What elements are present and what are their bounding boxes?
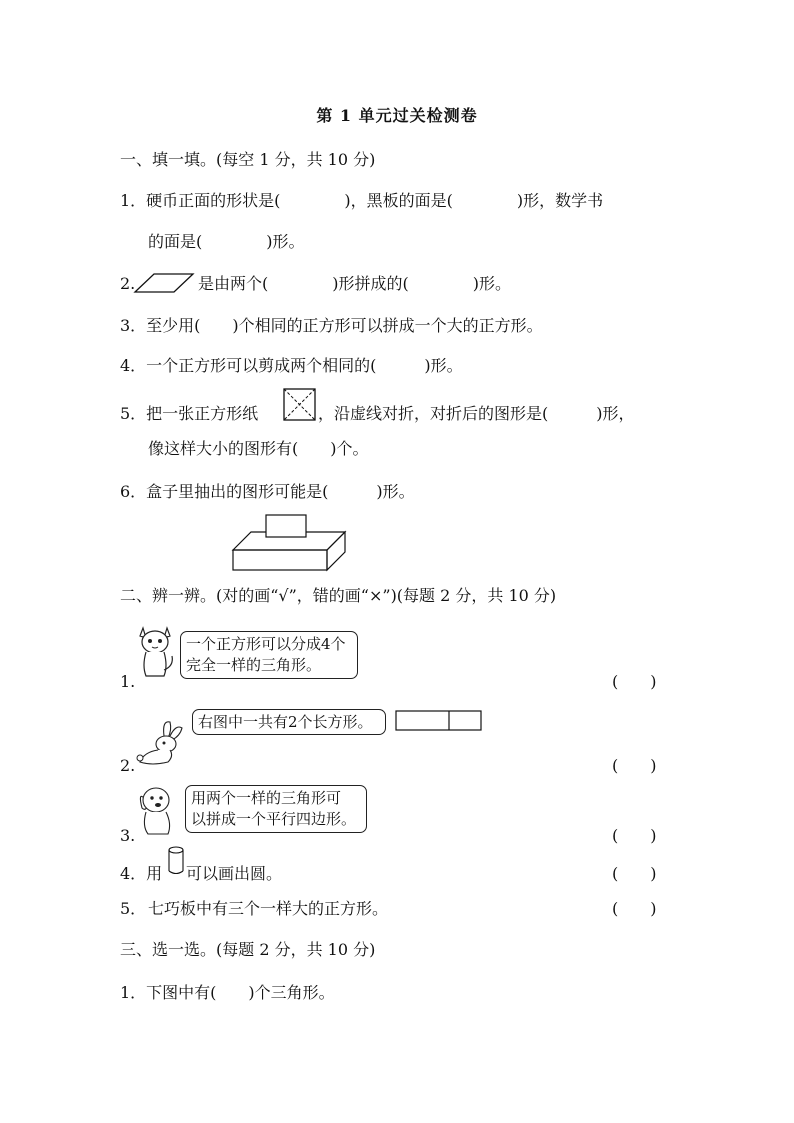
dog-illustration bbox=[134, 782, 182, 838]
rabbit-illustration bbox=[134, 718, 190, 770]
cylinder-figure bbox=[167, 846, 185, 876]
question-5-part2: ，沿虚线对折，对折后的图形是( )形， bbox=[318, 404, 635, 423]
judge-item-1-answer[interactable]: ( ) bbox=[612, 672, 657, 691]
question-2-text: 是由两个( )形拼成的( )形。 bbox=[198, 274, 511, 293]
bubble-1-line2: 完全一样的三角形。 bbox=[186, 656, 322, 674]
choice-question-1: 1．下图中有( )个三角形。 bbox=[120, 983, 335, 1002]
section1-heading: 一、填一填。(每空 1 分，共 10 分) bbox=[120, 150, 376, 169]
question-4: 4．一个正方形可以剪成两个相同的( )形。 bbox=[120, 356, 463, 375]
parallelogram-figure bbox=[134, 272, 194, 294]
judge-item-5-text: 七巧板中有三个一样大的正方形。 bbox=[148, 899, 389, 918]
cat-illustration bbox=[134, 622, 178, 682]
judge-item-4-prefix: 4．用 bbox=[120, 864, 163, 883]
judge-item-3-answer[interactable]: ( ) bbox=[612, 826, 657, 845]
two-rectangle-figure bbox=[395, 710, 483, 732]
judge-item-2-answer[interactable]: ( ) bbox=[612, 756, 657, 775]
judge-item-2-number: 2. bbox=[120, 756, 136, 775]
bubble-3-line2: 以拼成一个平行四边形。 bbox=[191, 810, 357, 828]
section3-heading: 三、选一选。(每题 2 分，共 10 分) bbox=[120, 940, 376, 959]
judge-item-4-answer[interactable]: ( ) bbox=[612, 864, 657, 883]
question-6: 6．盒子里抽出的图形可能是( )形。 bbox=[120, 482, 415, 501]
bubble-2-line1: 右图中一共有2个长方形。 bbox=[198, 713, 373, 731]
judge-item-3-number: 3. bbox=[120, 826, 136, 845]
question-1-line2: 的面是( )形。 bbox=[148, 232, 305, 251]
speech-bubble-1 bbox=[180, 631, 358, 679]
folded-square-figure bbox=[283, 388, 317, 422]
question-2-number: 2. bbox=[120, 274, 136, 293]
bubble-1-line1: 一个正方形可以分成4个 bbox=[186, 635, 346, 653]
section2-heading: 二、辨一辨。(对的画“√”，错的画“×”)(每题 2 分，共 10 分) bbox=[120, 586, 557, 605]
judge-item-5-number: 5． bbox=[120, 899, 147, 918]
question-5-part1: 5．把一张正方形纸 bbox=[120, 404, 259, 423]
question-1-line1: 1．硬币正面的形状是( )，黑板的面是( )形，数学书 bbox=[120, 191, 604, 210]
judge-item-5-answer[interactable]: ( ) bbox=[612, 899, 657, 918]
judge-item-1-number: 1. bbox=[120, 672, 136, 691]
speech-bubble-2 bbox=[192, 709, 386, 735]
page-title: 第 1 单元过关检测卷 bbox=[316, 106, 478, 125]
box-figure bbox=[232, 512, 347, 572]
bubble-3-line1: 用两个一样的三角形可 bbox=[191, 789, 342, 807]
judge-item-4-text: 可以画出圆。 bbox=[186, 864, 283, 883]
question-3: 3．至少用( )个相同的正方形可以拼成一个大的正方形。 bbox=[120, 316, 543, 335]
question-5-line2: 像这样大小的图形有( )个。 bbox=[148, 439, 369, 458]
speech-bubble-3 bbox=[185, 785, 367, 833]
